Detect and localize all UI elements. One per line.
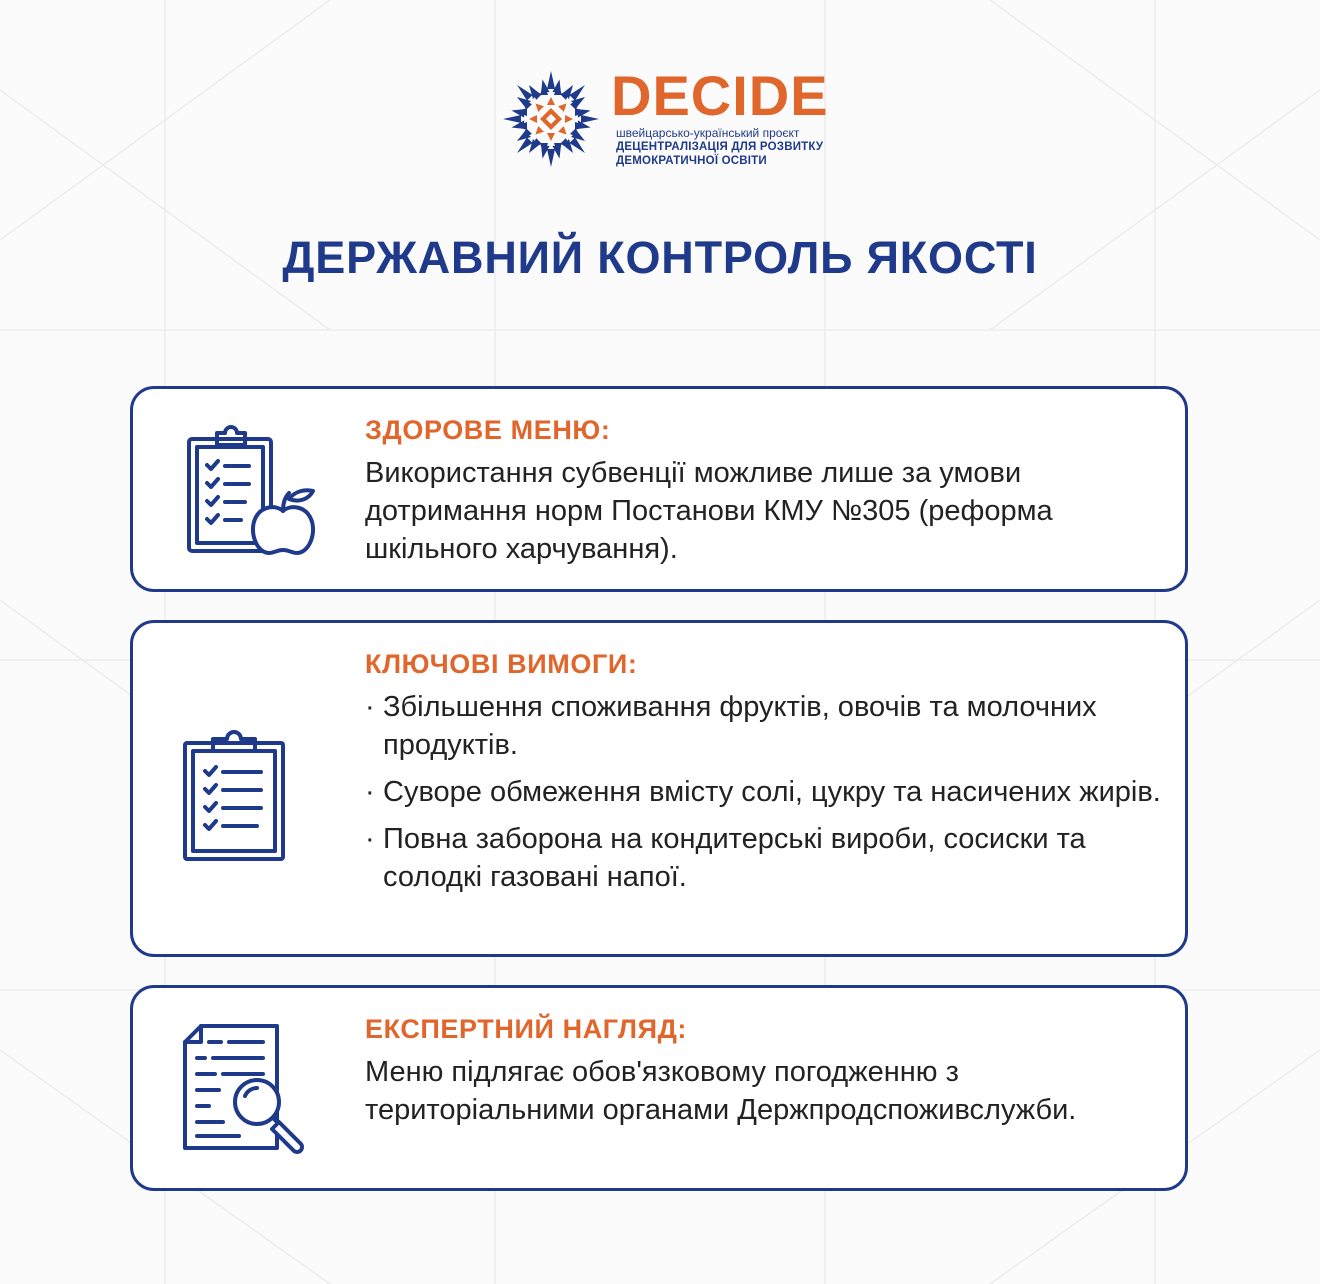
list-item-text: Збільшення споживання фруктів, овочів та молочних продуктів. (383, 691, 1097, 761)
list-item (365, 773, 1165, 811)
card-expert-oversight-text (365, 1012, 1165, 1129)
bullet-marker: · (365, 691, 375, 723)
logo-subtitle (616, 126, 823, 168)
list-item-text: Повна заборона на кондитерські вироби, сосиски та солодкі газовані напої. (383, 823, 1086, 893)
requirements-list (365, 688, 1165, 896)
card-body: Використання субвенції можливе лише за умови дотримання норм Постанови КМУ №305 (реформа шкільного харчування). (365, 457, 1053, 565)
logo-wordmark: DECIDE (611, 64, 829, 127)
list-item (365, 688, 1165, 764)
logo-subtitle-line-2: ДЕЦЕНТРАЛІЗАЦІЯ ДЛЯ РОЗВИТКУ (616, 141, 824, 153)
clipboard-apple-icon (179, 423, 319, 563)
decide-logo (498, 66, 828, 176)
document-magnifier-icon (179, 1020, 319, 1160)
card-heading: ЕКСПЕРТНИЙ НАГЛЯД: (365, 1014, 688, 1044)
bullet-marker: · (365, 776, 375, 808)
logo-subtitle-line-3: ДЕМОКРАТИЧНОЇ ОСВІТИ (616, 155, 767, 167)
card-key-requirements (130, 620, 1188, 957)
list-item-text: Суворе обмеження вмісту солі, цукру та насичених жирів. (383, 776, 1161, 808)
bullet-marker: · (365, 823, 375, 855)
card-key-requirements-text (365, 647, 1165, 905)
page-title: ДЕРЖАВНИЙ КОНТРОЛЬ ЯКОСТІ (282, 232, 1038, 283)
card-healthy-menu-text (365, 413, 1165, 568)
card-healthy-menu (130, 386, 1188, 592)
snowflake-logo-icon (498, 66, 604, 172)
card-heading: КЛЮЧОВІ ВИМОГИ: (365, 649, 638, 679)
clipboard-checklist-icon (179, 723, 319, 863)
list-item (365, 820, 1165, 896)
logo-subtitle-line-1: швейцарсько-український проєкт (616, 126, 800, 140)
card-heading: ЗДОРОВЕ МЕНЮ: (365, 415, 611, 445)
card-body: Меню підлягає обов'язковому погодженню з територіальними органами Держпродспоживслужби. (365, 1056, 1077, 1126)
card-expert-oversight (130, 985, 1188, 1191)
